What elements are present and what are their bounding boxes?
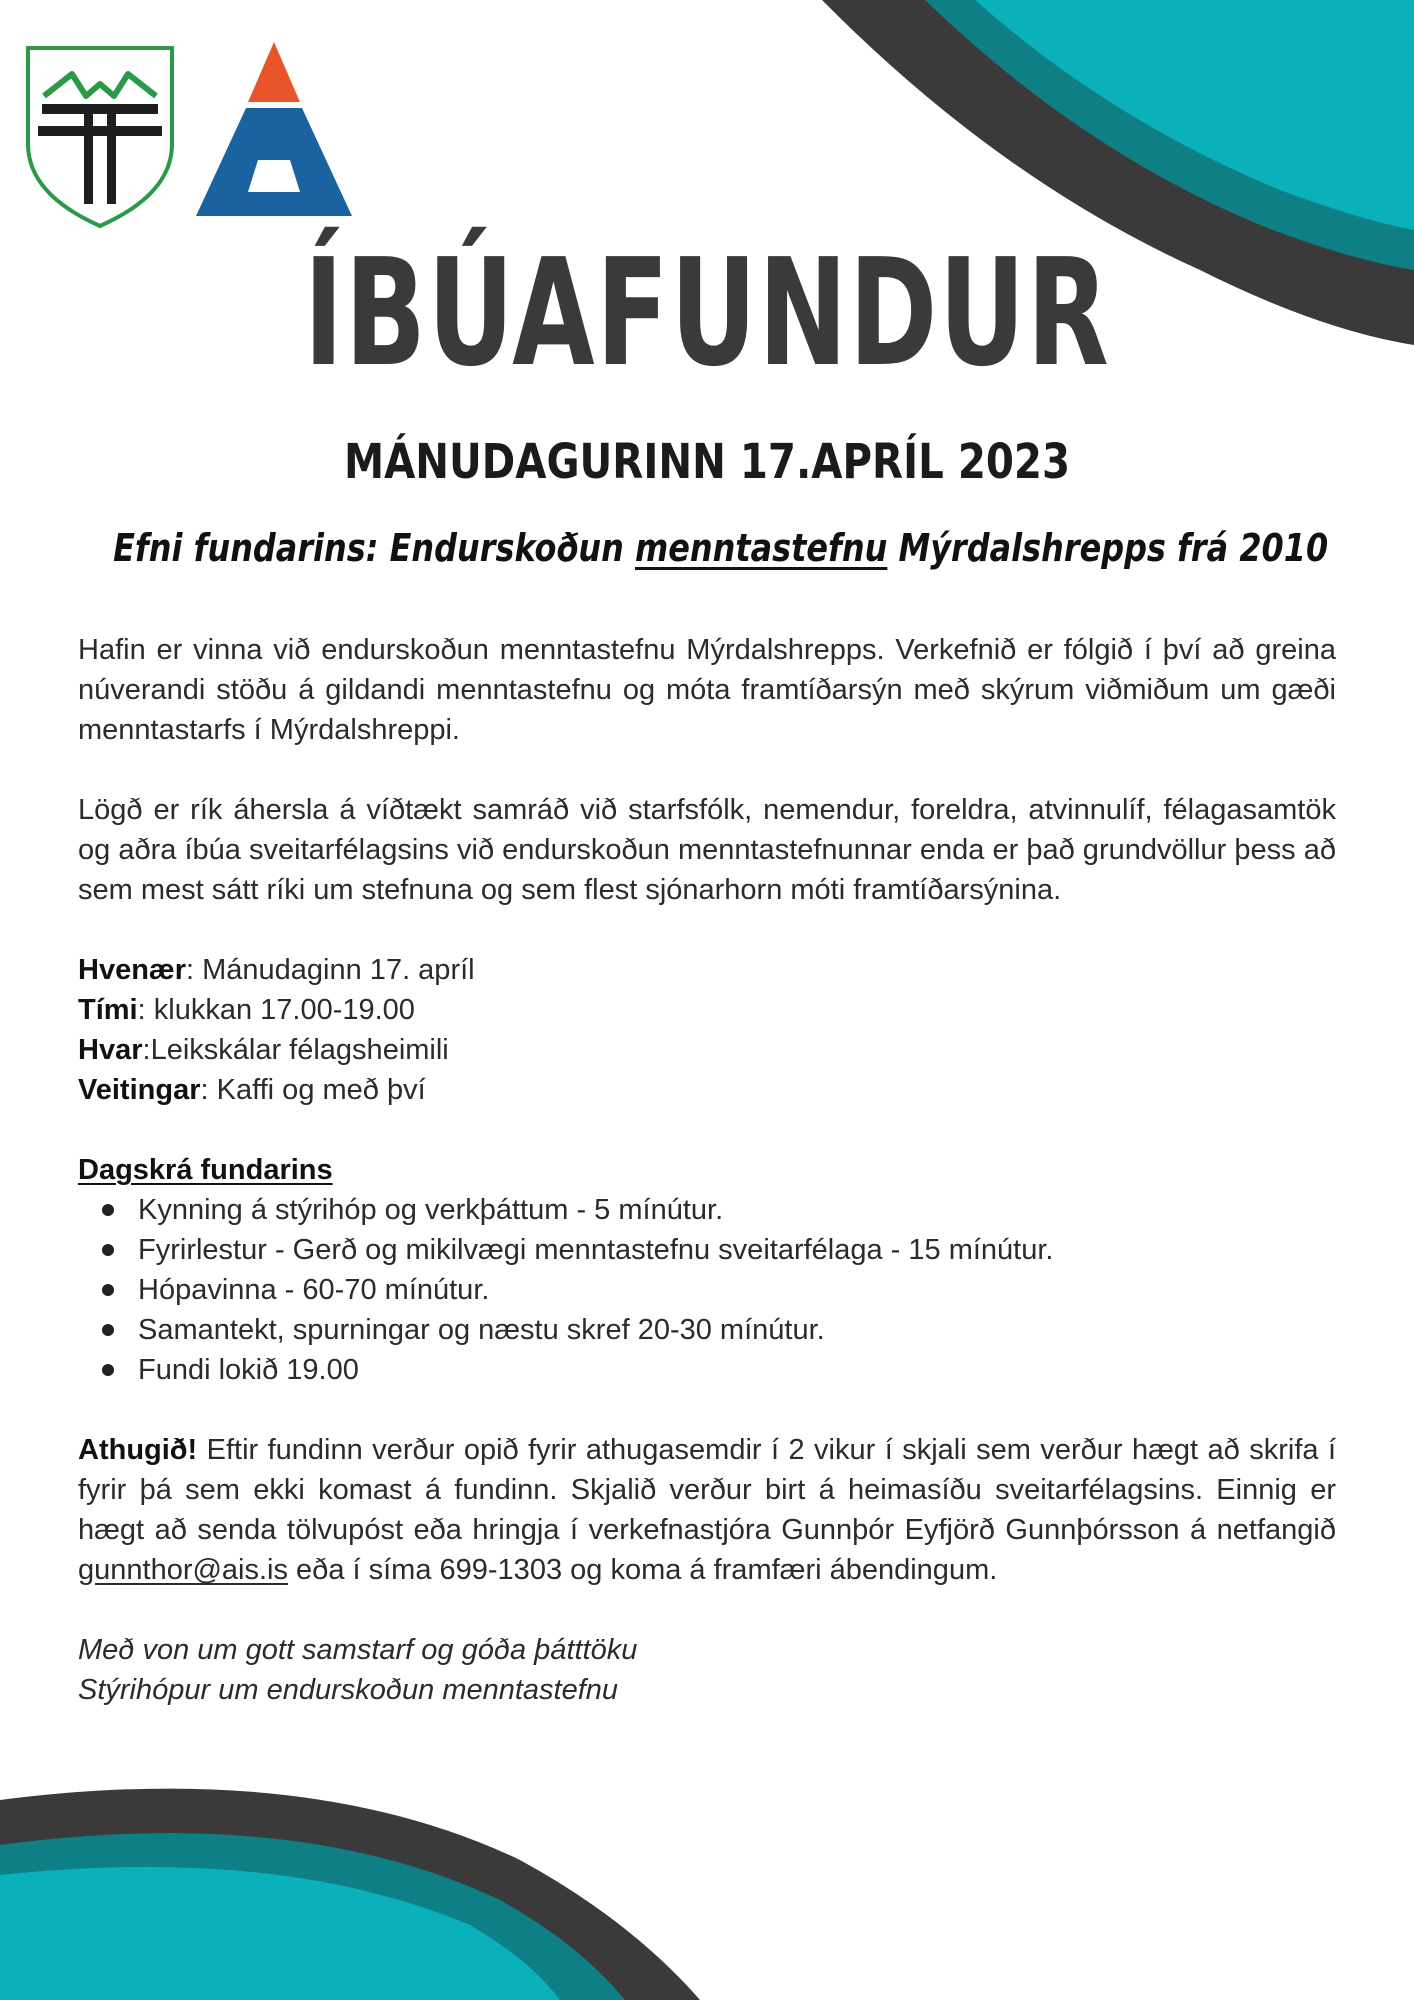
detail-label: Hvar (78, 1034, 143, 1066)
intro-paragraph-2: Lögð er rík áhersla á víðtækt samráð við starfsfólk, nemendur, foreldra, atvinnulíf, félagasamtök og aðra íbúa sveitarfélagsins við endurskoðun menntastefnunnar enda er það grundvöllur þess að sem mest sátt ríki um stefnuna og sem flest sjónarhorn móti framtíðarsýnina. (78, 794, 1336, 906)
triangle-a-logo-icon (196, 42, 352, 216)
bullet-icon (102, 1204, 114, 1216)
detail-label: Veitingar (78, 1074, 201, 1106)
list-item: Fundi lokið 19.00 (102, 1350, 1336, 1390)
detail-where: Hvar:Leikskálar félagsheimili (78, 1034, 449, 1066)
list-item: Hópavinna - 60-70 mínútur. (102, 1270, 1336, 1310)
note-label: Athugið! (78, 1434, 198, 1466)
closing-line-2: Stýrihópur um endurskoðun menntastefnu (78, 1674, 619, 1706)
meeting-date: MÁNUDAGURINN 17.APRÍL 2023 (343, 434, 1071, 490)
intro-paragraph-1: Hafin er vinna við endurskoðun menntastefnu Mýrdalshrepps. Verkefnið er fólgið í því að greina núverandi stöðu á gildandi menntastefnu og móta framtíðarsýn með skýrum viðmiðum um gæði menntastarfs í Mýrdalshreppi. (78, 634, 1336, 746)
meeting-topic (113, 522, 1329, 574)
detail-time: Tími: klukkan 17.00-19.00 (78, 994, 415, 1026)
topic-prefix: Efni fundarins: Endurskoðun (113, 526, 635, 570)
detail-value: Leikskálar félagsheimili (150, 1034, 449, 1066)
agenda-heading: Dagskrá fundarins (78, 1154, 333, 1186)
detail-value: Kaffi og með því (216, 1074, 426, 1106)
list-item: Fyrirlestur - Gerð og mikilvægi menntastefnu sveitarfélaga - 15 mínútur. (102, 1230, 1336, 1270)
bullet-icon (102, 1364, 114, 1376)
detail-value: klukkan 17.00-19.00 (153, 994, 415, 1026)
shield-logo-icon (24, 44, 176, 230)
detail-refreshments: Veitingar: Kaffi og með því (78, 1074, 426, 1106)
detail-when: Hvenær: Mánudaginn 17. apríl (78, 954, 475, 986)
agenda-list (78, 1190, 1336, 1390)
bullet-icon (102, 1284, 114, 1296)
list-item: Kynning á stýrihóp og verkþáttum - 5 mínútur. (102, 1190, 1336, 1230)
list-item: Samantekt, spurningar og næstu skref 20-30 mínútur. (102, 1310, 1336, 1350)
note-paragraph: Athugið! Eftir fundinn verður opið fyrir athugasemdir í 2 vikur í skjali sem verður hægt að skrifa í fyrir þá sem ekki komast á fundinn. Skjalið verður birt á heimasíðu sveitarfélagsins. Einnig er hægt að senda tölvupóst eða hringja í verkefnastjóra Gunnþór Eyfjörð Gunnþórsson á netfangið gunnthor@ais.is eða í síma 699-1303 og koma á framfæri ábendingum. (78, 1434, 1336, 1586)
detail-value: Mánudaginn 17. apríl (202, 954, 475, 986)
detail-label: Hvenær (78, 954, 186, 986)
page-title: ÍBÚAFUNDUR (303, 227, 1111, 399)
bullet-icon (102, 1324, 114, 1336)
bullet-icon (102, 1244, 114, 1256)
email-link[interactable]: gunnthor@ais.is (78, 1554, 288, 1586)
closing-line-1: Með von um gott samstarf og góða þátttöku (78, 1634, 638, 1666)
body-content (78, 630, 1336, 1710)
topic-suffix: Mýrdalshrepps frá 2010 (887, 526, 1329, 570)
detail-label: Tími (78, 994, 138, 1026)
topic-underlined: menntastefnu (634, 526, 888, 570)
